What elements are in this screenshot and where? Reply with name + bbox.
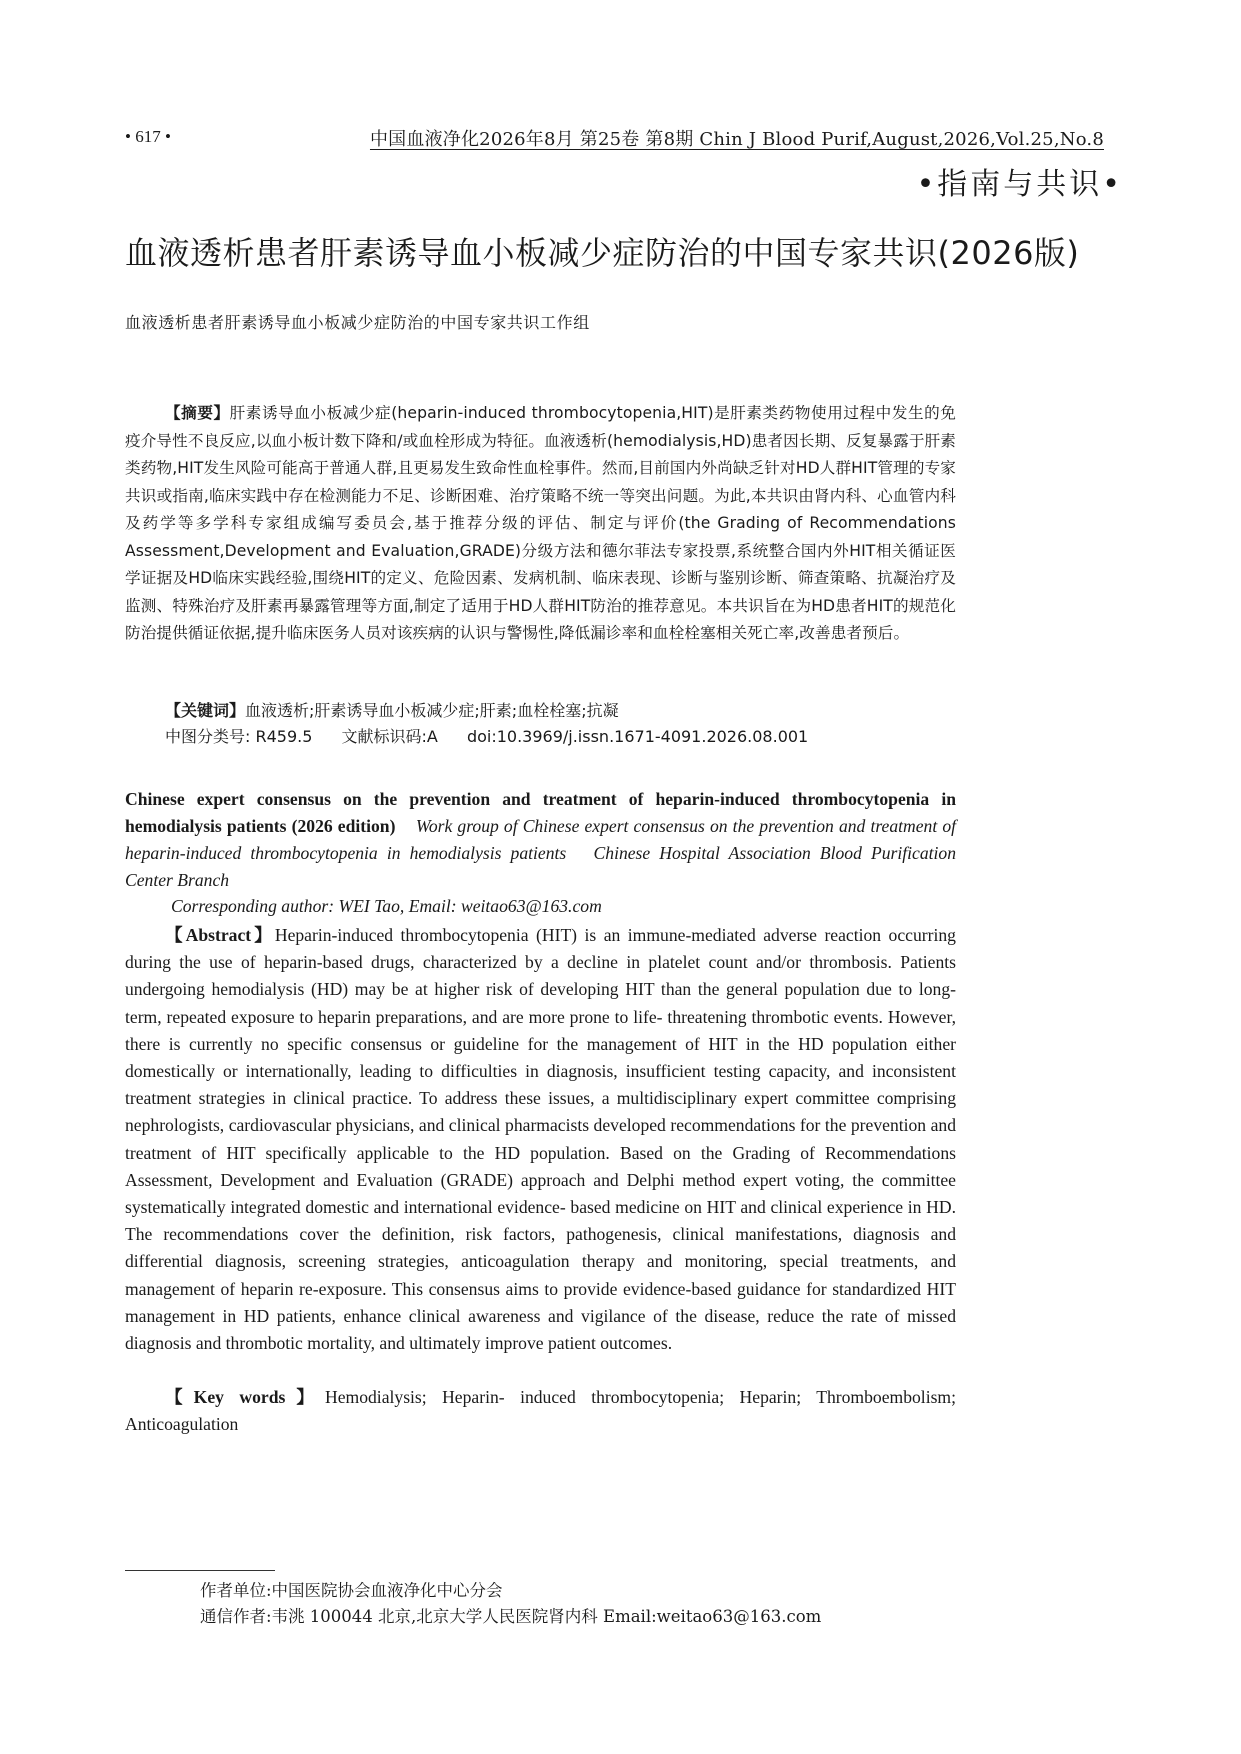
- doi: doi:10.3969/j.issn.1671-4091.2026.08.001: [466, 727, 809, 746]
- cn-keywords: [165, 698, 619, 721]
- en-keywords-label: 【Key words】: [165, 1387, 326, 1407]
- footnote-corresponding-author: 通信作者:韦洮 100044 北京,北京大学人民医院肾内科 Email:weitao63@163.com: [200, 1607, 822, 1626]
- en-article-title: Chinese expert consensus on the prevention and treatment of heparin-induced thrombocytopenia in hemodialysis patients (2026 edition): [125, 789, 956, 836]
- en-keywords: [125, 1384, 956, 1438]
- cn-abstract: [125, 400, 956, 648]
- en-affiliation: Chinese Hospital Association Blood Purification Center Branch: [125, 843, 956, 890]
- cn-author-group: 血液透析患者肝素诱导血小板减少症防治的中国专家共识工作组: [125, 313, 590, 332]
- cn-classification-line: [165, 724, 832, 747]
- en-workgroup: Work group of Chinese expert consensus on the prevention and treatment of heparin-induced thrombocytopenia in hemodialysis patients: [125, 816, 957, 863]
- cn-abstract-label: 【摘要】: [165, 404, 230, 422]
- document-code: 文献标识码:A: [341, 727, 438, 746]
- cn-keywords-text: 血液透析;肝素诱导血小板减少症;肝素;血栓栓塞;抗凝: [245, 701, 619, 720]
- en-abstract: [125, 922, 956, 1357]
- section-tag: •指南与共识•: [916, 167, 1123, 202]
- footnote-divider: [125, 1570, 275, 1571]
- en-keywords-text: Hemodialysis; Heparin- induced thrombocytopenia; Heparin; Thromboembolism; Anticoagulation: [125, 1387, 956, 1435]
- en-abstract-text: Heparin-induced thrombocytopenia (HIT) is an immune-mediated adverse reaction occurring during the use of heparin-based drugs, characterized by a decline in platelet count and/or thrombosis. Patients undergoing hemodialysis (HD) may be at higher risk of developing HIT than the general population due to long- term, repeated exposure to heparin preparations, and are more prone to life- threatening thrombotic events. However, there is currently no specific consensus or guideline for the management of HIT in the HD population either domestically or internationally, leading to difficulties in diagnosis, insufficient testing capacity, and inconsistent treatment strategies in clinical practice. To address these issues, a multidisciplinary expert committee comprising nephrologists, cardiovascular physicians, and clinical pharmacists developed recommendations for the prevention and treatment of HIT specifically applicable to the HD population. Based on the Grading of Recommendations Assessment, Development and Evaluation (GRADE) approach and Delphi method expert voting, the committee systematically integrated domestic and international evidence- based medicine on HIT and clinical experience in HD. The recommendations cover the definition, risk factors, pathogenesis, clinical manifestations, diagnosis and differential diagnosis, screening strategies, anticoagulation therapy and monitoring, special treatments, and management of heparin re-exposure. This consensus aims to provide evidence-based guidance for standardized HIT management in HD patients, enhance clinical awareness and vigilance of the disease, reduce the rate of missed diagnosis and thrombotic mortality, and ultimately improve patient outcomes.: [125, 925, 956, 1354]
- cn-keywords-label: 【关键词】: [165, 701, 246, 720]
- footnote-author-unit: 作者单位:中国医院协会血液净化中心分会: [200, 1581, 503, 1600]
- en-corresponding-author: Corresponding author: WEI Tao, Email: weitao63@163.com: [171, 896, 602, 916]
- cn-abstract-text: 肝素诱导血小板减少症(heparin-induced thrombocytopenia,HIT)是肝素类药物使用过程中发生的免疫介导性不良反应,以血小板计数下降和/或血栓形成为特征。血液透析(hemodialysis,HD)患者因长期、反复暴露于肝素类药物,HIT发生风险可能高于普通人群,且更易发生致命性血栓事件。然而,目前国内外尚缺乏针对HD人群HIT管理的专家共识或指南,临床实践中存在检测能力不足、诊断困难、治疗策略不统一等突出问题。为此,本共识由肾内科、心血管内科及药学等多学科专家组成编写委员会,基于推荐分级的评估、制定与评价(the Grading of Recommendations Assessment,Development and Evaluation,GRADE)分级方法和德尔菲法专家投票,系统整合国内外HIT相关循证医学证据及HD临床实践经验,围绕HIT的定义、危险因素、发病机制、临床表现、诊断与鉴别诊断、筛查策略、抗凝治疗及监测、特殊治疗及肝素再暴露管理等方面,制定了适用于HD人群HIT防治的推荐意见。本共识旨在为HD患者HIT的规范化防治提供循证依据,提升临床医务人员对该疾病的认识与警惕性,降低漏诊率和血栓栓塞相关死亡率,改善患者预后。: [125, 404, 956, 642]
- en-title-block: [125, 786, 956, 894]
- journal-running-header: 中国血液净化2026年8月 第25卷 第8期 Chin J Blood Purif,August,2026,Vol.25,No.8: [369, 129, 1104, 150]
- cn-article-title: 血液透析患者肝素诱导血小板减少症防治的中国专家共识(2026版): [125, 234, 1080, 272]
- page-number: • 617 •: [125, 127, 171, 146]
- class-number: 中图分类号: R459.5: [165, 727, 313, 746]
- en-abstract-label: 【Abstract】: [165, 925, 275, 945]
